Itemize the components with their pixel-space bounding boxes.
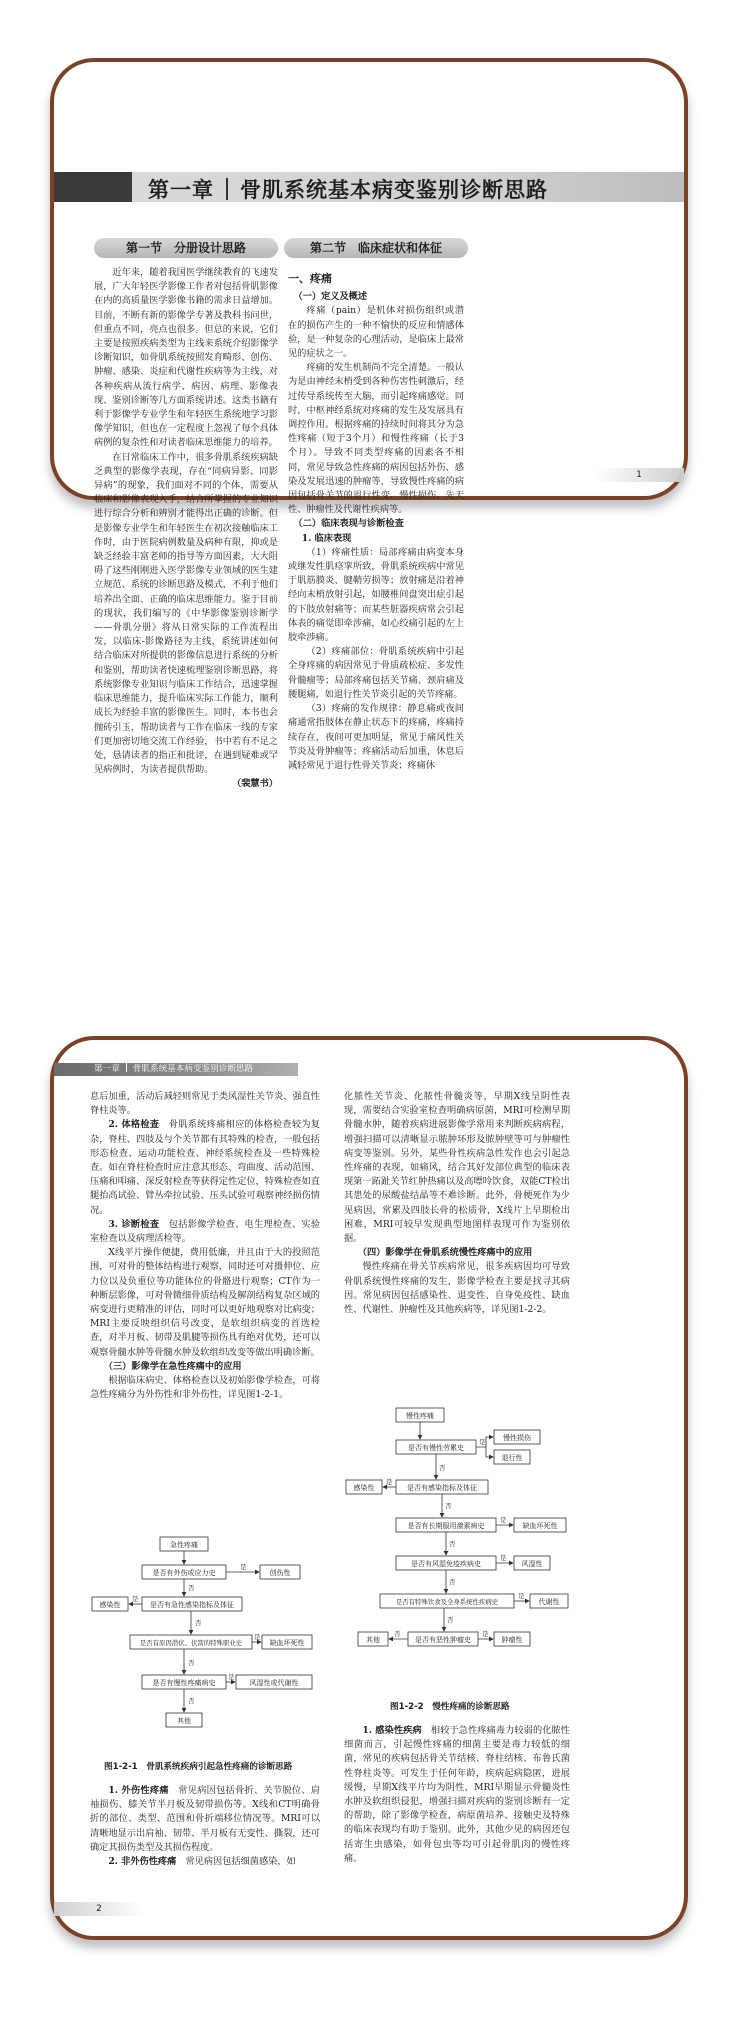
subsection-heading: 一、疼痛 bbox=[288, 272, 332, 285]
running-head-chapter: 第一章 bbox=[94, 1064, 120, 1074]
flow-no-label: 否 bbox=[449, 1578, 456, 1586]
flowchart-chronic-pain bbox=[344, 1406, 572, 1694]
section-1-heading: 第一节 分册设计思路 bbox=[94, 238, 278, 258]
flow-node-label: 是否有慢性劳累史 bbox=[408, 1444, 464, 1452]
subsection-heading: （一）定义及概述 bbox=[293, 291, 368, 303]
flow-node-label: 是否有原因潜伏、伏箭的特殊职业史 bbox=[139, 1639, 243, 1647]
author-signature: （裴慧书） bbox=[232, 778, 278, 790]
flow-yes-label: 是 bbox=[500, 1554, 507, 1562]
flow-no-label: 否 bbox=[439, 1464, 446, 1472]
running-head bbox=[54, 1063, 298, 1076]
body-paragraph bbox=[90, 1784, 320, 1855]
flow-node-label: 代谢性 bbox=[538, 1598, 560, 1606]
body-paragraph: 疼痛的发生机制尚不完全清楚。一般认为是由神经末梢受到各种伤害性刺激后，经过传导系统传至大脑，而引起疼痛感觉。同时，中枢神经系统对疼痛的发生及发展具有调控作用。根据疼痛的持续时间将其分为急性疼痛（短于3个月）和慢性疼痛（长于3个月）。导致不同类型疼痛的因素各不相同，常见导致急性疼痛的病因包括外伤、感染及发展迅速的肿瘤等，导致慢性疼痛的病因包括骨关节的退行性变、慢性损伤、先天性、肿瘤性及代谢性疾病等。 bbox=[288, 362, 464, 516]
flow-yes-label: 是 bbox=[386, 1478, 393, 1486]
left-column bbox=[90, 1090, 320, 1402]
body-paragraph: 近年来，随着我国医学继续教育的飞速发展，广大年轻医学影像工作者对包括骨肌影像在内的高质量医学影像书籍的需求日益增加。目前，不断有新的影像学专著及教科书问世，但重点不同，亮点也很多。但总的来说，它们主要是按照疾病类型为主线来系统介绍影像学诊断知识，如骨肌系统按照发育畸形、创伤、肿瘤、感染、炎症和代谢性疾病等为主线，对各种疾病从流行病学、病因、病理、影像表现、鉴别诊断等几方面系统讲述。这类书籍有利于影像学专业学生和年轻医生系统地学习影像学知识，但也在一定程度上忽视了每个具体病例的复杂性和对读者临床思维能力的培养。 bbox=[94, 267, 278, 449]
chapter-banner-accent bbox=[54, 172, 132, 202]
left-column-continued bbox=[90, 1784, 320, 1869]
paragraph-lead: 3. 诊断检查 bbox=[108, 1218, 160, 1230]
flow-yes-label: 是 bbox=[482, 1630, 489, 1638]
flow-yes-label: 是 bbox=[518, 1592, 525, 1600]
paragraph-text: 常见病因包括细菌感染，如 bbox=[176, 1856, 296, 1868]
body-paragraph bbox=[90, 1118, 320, 1217]
book-page-2 bbox=[50, 1036, 688, 1940]
flow-no-label: 否 bbox=[188, 1659, 195, 1667]
flowchart-acute-pain bbox=[90, 1535, 320, 1755]
paragraph-lead: 1. 外伤性疼痛 bbox=[108, 1785, 169, 1796]
flow-node-label: 是否有慢性疼痛病史 bbox=[152, 1679, 216, 1687]
paragraph-lead: 2. 非外伤性疼痛 bbox=[108, 1856, 177, 1868]
body-paragraph: 疼痛（pain）是机体对损伤组织或潜在的损伤产生的一种不愉快的反应和情感体验，是一种复杂的心理活动，是临床上最常见的症状之一。 bbox=[288, 305, 464, 360]
right-column bbox=[288, 266, 464, 773]
paragraph-text: 骨肌系统疼痛相应的体格检查较为复杂，脊柱、四肢及与个关节都有其特殊的检查，一般包括形态检查、运动功能检查、神经系统检查及一些特殊检查。如在脊柱检查时应注意其形态、弯曲度、活动范围、压痛和叩痛、深反射检查等获得定性定位，特殊检查如直腿抬高试验、臂丛牵拉试验、压头试验可观察神经损伤情况。 bbox=[90, 1119, 321, 1216]
body-paragraph bbox=[344, 1724, 570, 1866]
flow-node-label: 是否有恶性肿瘤史 bbox=[415, 1636, 471, 1644]
figure-caption: 图1-2-1 骨肌系统疾病引起急性疼痛的诊断思路 bbox=[104, 1762, 293, 1772]
chapter-title: 骨肌系统基本病变鉴别诊断思路 bbox=[240, 178, 548, 202]
flow-node-label: 其他 bbox=[366, 1636, 380, 1644]
flow-node-label: 肿瘤性 bbox=[501, 1636, 523, 1644]
subsection-heading: （二）临床表现与诊断检查 bbox=[293, 518, 404, 530]
flow-node-label: 是否有特殊饮食及全身系统性疾病史 bbox=[395, 1598, 499, 1606]
running-head-title: 骨肌系统基本病变鉴别诊断思路 bbox=[132, 1064, 254, 1074]
page-number: 2 bbox=[54, 1902, 144, 1916]
flow-node-label: 慢性损伤 bbox=[503, 1434, 531, 1442]
body-paragraph: 根据临床病史、体格检查以及初始影像学检查，可将急性疼痛分为外伤性和非外伤性，详见图1-2-1。 bbox=[90, 1375, 320, 1401]
flow-node-label: 急性疼痛 bbox=[170, 1541, 198, 1549]
body-paragraph: （3）疼痛的发作规律：静息痛或夜间痛通常指肢体在静止状态下的疼痛，疼痛持续存在，夜间可更加明显，常见于痛风性关节炎及骨肿瘤等；疼痛活动后加重，休息后减轻常见于退行性骨关节炎；疼痛休 bbox=[288, 703, 464, 771]
body-paragraph: X线平片操作便捷，费用低廉，并且由于大的投照范围，可对骨的整体结构进行观察，同时还可对摄伸位、应力位以及负重位等功能体位的骨骼进行观察；CT作为一种断层影像，可对骨微细骨质结构及解剖结构复杂区域的病变进行更精准的评估，同时可以更好地观察对比病变；MRI主要反映组织信号改变，是软组织病变的首选检查，对半月板、韧带及肌腱等损伤具有绝对优势，还可以观察骨髓水肿等骨髓水肿及软组织改变等做出明确诊断。 bbox=[90, 1247, 320, 1358]
flow-no-label: 否 bbox=[394, 1630, 401, 1638]
flow-node-label: 风湿性 bbox=[521, 1560, 543, 1568]
flow-no-label: 否 bbox=[195, 1619, 202, 1627]
book-page-1 bbox=[50, 58, 688, 790]
flow-yes-label: 是 bbox=[228, 1673, 235, 1681]
body-paragraph: 慢性疼痛在骨关节疾病常见，很多疾病因均可导致骨肌系统慢性疼痛的发生，影像学检查主要是找寻其病因。常见病因包括感染性、退变性、自身免疫性、缺血性、代谢性、肿瘤性及其他疾病等，详见图1-2-2。 bbox=[344, 1261, 570, 1316]
flow-yes-label: 是 bbox=[500, 1516, 507, 1524]
flow-node-label: 风湿性或代谢性 bbox=[249, 1679, 299, 1687]
subsection-heading: 1. 临床表现 bbox=[301, 532, 352, 544]
flow-node-label: 是否有急性感染指标及体征 bbox=[150, 1601, 234, 1609]
right-column-continued bbox=[344, 1724, 570, 1866]
flow-node-label: 感染性 bbox=[99, 1601, 121, 1609]
section-2-heading: 第二节 临床症状和体征 bbox=[284, 238, 468, 258]
flow-no-label: 否 bbox=[447, 1616, 454, 1624]
flow-no-label: 否 bbox=[449, 1540, 456, 1548]
flow-node-label: 其他 bbox=[177, 1717, 191, 1725]
flow-node-label: 退行性 bbox=[501, 1454, 523, 1462]
flow-no-label: 否 bbox=[188, 1697, 195, 1705]
subsection-heading: （三）影像学在急性疼痛中的应用 bbox=[103, 1360, 242, 1372]
body-paragraph: 息后加重，活动后减轻则常见于类风湿性关节炎、强直性脊柱炎等。 bbox=[90, 1091, 320, 1117]
body-paragraph: 在日常临床工作中，很多骨肌系统疾病缺乏典型的影像学表现，存在“同病异影、同影异病”的现象，我们面对不同的个体，需要从临床和影像表现入手，结合所掌握的专业知识进行综合分析和辨别才能得出正确的诊断。但是影像专业学生和年轻医生在初次接触临床工作时，由于医院病例数量及病种有限，抑或是缺乏经验丰富老师的指导等方面因素，大大阻碍了这些刚刚进入医学影像专业领域的医生建立规范、系统的诊断思路及模式，不利于他们培养出全面、正确的临床思维能力。鉴于目前的现状，我们编写的《中华影像鉴别诊断学——骨肌分册》将从日常实际的工作流程出发，以临床-影像路径为主线，系统讲述如何结合临床对所提供的影像信息进行系统的分析和鉴别，帮助读者快速梳理鉴别诊断思路，将系统影像专业知识与临床工作结合，迅速掌握临床思维能力，提升临床实际工作能力，顺利成长为经验丰富的影像医生。同时，本书也会抛砖引玉，帮助读者与工作在临床一线的专家们更加密切地交流工作经验，书中若有不足之处，恳请读者的指正和批评，在遇到疑难或罕见病例时，为读者提供帮助。 bbox=[94, 451, 278, 776]
flow-arrow bbox=[486, 1447, 493, 1457]
flow-no-label: 否 bbox=[188, 1584, 195, 1592]
figure-caption: 图1-2-2 慢性疼痛的诊断思路 bbox=[390, 1702, 510, 1712]
right-column bbox=[344, 1090, 570, 1317]
paragraph-lead: 1. 感染性疾病 bbox=[362, 1725, 422, 1736]
page-number: 1 bbox=[594, 468, 684, 482]
flow-node-label: 是否有长期服用激素病史 bbox=[407, 1522, 485, 1530]
running-head-divider bbox=[126, 1063, 127, 1072]
flow-yes-label: 是 bbox=[132, 1595, 139, 1603]
flow-yes-label: 是 bbox=[254, 1633, 261, 1641]
paragraph-text: 常见病因包括骨折、关节脱位、肩袖损伤、膝关节半月板及韧带损伤等。X线和CT明确骨折的部位、类型、范围和骨折端移位情况等。MRI可以清晰地显示出肩袖、韧带、半月板有无变性、撕裂，还可确定其损伤类型及其损伤程度。 bbox=[90, 1785, 320, 1853]
body-paragraph: （1）疼痛性质：局部疼痛由病变本身或继发性肌痉挛所致，骨肌系统疾病中常见于肌筋膜炎、腱鞘劳损等；放射痛是沿着神经向末梢放射引起，如腰椎间盘突出症引起的下肢放射痛等；而某些脏器疾病常会引起体表的痛觉即牵涉痛，如心绞痛引起的左上肢牵涉痛。 bbox=[288, 546, 464, 644]
flow-yes-label: 是 bbox=[240, 1563, 247, 1571]
flow-node-label: 是否有外伤或应力史 bbox=[152, 1569, 216, 1577]
body-paragraph: （2）疼痛部位：骨肌系统疾病中引起全身疼痛的病因常见于骨质疏松症、多发性骨髓瘤等；局部疼痛包括关节痛、颈肩痛及腰腿痛，如退行性关节炎引起的关节疼痛。 bbox=[288, 646, 464, 700]
paragraph-lead: 2. 体格检查 bbox=[108, 1119, 160, 1131]
paragraph-text: 相较于急性疼痛毒力较弱的化脓性细菌而言，引起慢性疼痛的细菌主要是毒力较低的细菌，常见的疾病包括骨关节结核、脊柱结核、布鲁氏菌性脊柱炎等。可发生于任何年龄，疾病起病隐匿，进展缓慢，早期X线平片均为阴性，MRI早期显示骨髓炎性水肿及软组织侵犯，增强扫描对疾病的鉴别诊断有一定的帮助，除了影像学检查，病原菌培养、接触史及特殊的临床表现均有助于鉴别。此外，其他少见的病因还包括寄生虫感染，如骨包虫等均可引起骨肌肉的慢性疼痛。 bbox=[344, 1725, 570, 1864]
body-paragraph bbox=[90, 1218, 320, 1246]
flow-node-label: 是否有感染指标及体征 bbox=[407, 1484, 477, 1492]
chapter-label: 第一章 bbox=[148, 178, 214, 202]
flow-node-label: 缺血坏死性 bbox=[269, 1639, 305, 1647]
left-column bbox=[94, 266, 278, 792]
flow-node-label: 是否有风湿免疫疾病史 bbox=[411, 1560, 481, 1568]
paragraph-text: 包括影像学检查、电生理检查、实验室检查以及病理活检等。 bbox=[90, 1218, 321, 1245]
body-paragraph: 化脓性关节炎、化脓性骨髓炎等，早期X线呈阴性表现，需要结合实验室检查明确病原菌，MRI可检测早期骨髓水肿，随着疾病进展影像学常用来判断疾病病程，增强扫描可以清晰显示脓肿环形及脓肿壁等可与肿瘤性病变等鉴别。另外，某些骨性疾病急性发作也会引起急性疼痛的表现，如痛风，结合其好发部位典型的临床表现第一跖趾关节红肿热痛以及高嘌呤饮食，双能CT检出其患处的尿酸盐结晶等不难诊断。此外，骨梗死作为少见病因，常累及四肢长骨的松质骨，X线片上早期检出困难，MRI可较早发现典型地图样表现可作为鉴别依据。 bbox=[344, 1091, 570, 1245]
flow-node-label: 缺血坏死性 bbox=[522, 1522, 558, 1530]
flow-node-label: 慢性疼痛 bbox=[406, 1412, 434, 1420]
body-paragraph bbox=[90, 1855, 320, 1869]
chapter-divider bbox=[226, 178, 228, 200]
flow-no-label: 否 bbox=[445, 1502, 452, 1510]
subsection-heading: （四）影像学在骨肌系统慢性疼痛中的应用 bbox=[357, 1247, 533, 1259]
flow-node-label: 感染性 bbox=[353, 1484, 375, 1492]
flow-yes-label: 是 bbox=[479, 1438, 486, 1446]
chapter-heading bbox=[148, 174, 548, 204]
flow-node-label: 创伤性 bbox=[269, 1569, 291, 1577]
